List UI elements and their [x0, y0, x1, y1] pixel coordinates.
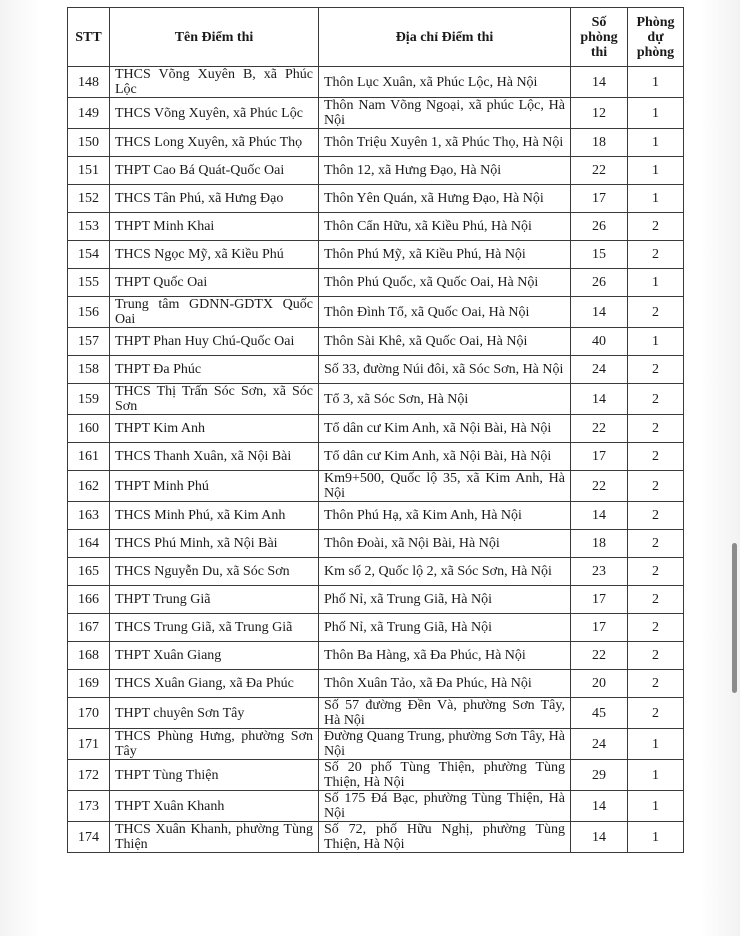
site-name: THPT Cao Bá Quát-Quốc Oai [110, 157, 319, 185]
site-name: THPT Quốc Oai [110, 269, 319, 297]
row-number: 172 [68, 760, 110, 791]
site-address: Đường Quang Trung, phường Sơn Tây, Hà Nội [319, 729, 571, 760]
spare-room-count: 1 [628, 129, 684, 157]
site-address: Thôn Phú Mỹ, xã Kiều Phú, Hà Nội [319, 241, 571, 269]
site-name: THPT Minh Phú [110, 471, 319, 502]
spare-room-count: 1 [628, 791, 684, 822]
table-row [68, 729, 684, 760]
table-row [68, 614, 684, 642]
room-count: 17 [571, 586, 628, 614]
table-row [68, 698, 684, 729]
room-count: 18 [571, 129, 628, 157]
site-name: Trung tâm GDNN-GDTX Quốc Oai [110, 297, 319, 328]
row-number: 155 [68, 269, 110, 297]
row-number: 152 [68, 185, 110, 213]
spare-room-count: 1 [628, 328, 684, 356]
site-address: Số 33, đường Núi đôi, xã Sóc Sơn, Hà Nội [319, 356, 571, 384]
site-address: Thôn Phú Hạ, xã Kim Anh, Hà Nội [319, 502, 571, 530]
site-address: Thôn Cẩn Hữu, xã Kiều Phú, Hà Nội [319, 213, 571, 241]
row-number: 150 [68, 129, 110, 157]
room-count: 14 [571, 502, 628, 530]
spare-room-count: 2 [628, 471, 684, 502]
room-count: 14 [571, 297, 628, 328]
site-name: THCS Phùng Hưng, phường Sơn Tây [110, 729, 319, 760]
room-count: 22 [571, 415, 628, 443]
row-number: 154 [68, 241, 110, 269]
site-name: THCS Ngọc Mỹ, xã Kiều Phú [110, 241, 319, 269]
room-count: 14 [571, 822, 628, 853]
room-count: 22 [571, 157, 628, 185]
spare-room-count: 2 [628, 642, 684, 670]
site-address: Số 72, phố Hữu Nghị, phường Tùng Thiện, Hà Nội [319, 822, 571, 853]
header-room-count: Số phòng thi [571, 8, 628, 67]
room-count: 14 [571, 791, 628, 822]
spare-room-count: 2 [628, 297, 684, 328]
table-row [68, 471, 684, 502]
site-name: THCS Minh Phú, xã Kim Anh [110, 502, 319, 530]
site-name: THPT Phan Huy Chú-Quốc Oai [110, 328, 319, 356]
row-number: 170 [68, 698, 110, 729]
site-address: Thôn Sài Khê, xã Quốc Oai, Hà Nội [319, 328, 571, 356]
row-number: 161 [68, 443, 110, 471]
row-number: 165 [68, 558, 110, 586]
table-row [68, 98, 684, 129]
room-count: 24 [571, 729, 628, 760]
site-address: Thôn Triệu Xuyên 1, xã Phúc Thọ, Hà Nội [319, 129, 571, 157]
site-name: THCS Xuân Giang, xã Đa Phúc [110, 670, 319, 698]
room-count: 22 [571, 471, 628, 502]
site-name: THCS Võng Xuyên B, xã Phúc Lộc [110, 67, 319, 98]
row-number: 169 [68, 670, 110, 698]
site-name: THPT Đa Phúc [110, 356, 319, 384]
room-count: 40 [571, 328, 628, 356]
header-site-name: Tên Điểm thi [110, 8, 319, 67]
site-address: Thôn Phú Quốc, xã Quốc Oai, Hà Nội [319, 269, 571, 297]
row-number: 156 [68, 297, 110, 328]
row-number: 168 [68, 642, 110, 670]
site-name: THPT Xuân Giang [110, 642, 319, 670]
site-address: Thôn 12, xã Hưng Đạo, Hà Nội [319, 157, 571, 185]
spare-room-count: 2 [628, 670, 684, 698]
spare-room-count: 2 [628, 384, 684, 415]
site-name: THCS Thị Trấn Sóc Sơn, xã Sóc Sơn [110, 384, 319, 415]
row-number: 148 [68, 67, 110, 98]
site-name: THPT Tùng Thiện [110, 760, 319, 791]
room-count: 14 [571, 67, 628, 98]
room-count: 29 [571, 760, 628, 791]
row-number: 153 [68, 213, 110, 241]
spare-room-count: 2 [628, 614, 684, 642]
spare-room-count: 2 [628, 415, 684, 443]
header-stt: STT [68, 8, 110, 67]
spare-room-count: 2 [628, 502, 684, 530]
spare-room-count: 1 [628, 269, 684, 297]
scrollbar-thumb[interactable] [732, 543, 737, 693]
spare-room-count: 1 [628, 822, 684, 853]
room-count: 12 [571, 98, 628, 129]
table-row [68, 760, 684, 791]
spare-room-count: 2 [628, 241, 684, 269]
row-number: 158 [68, 356, 110, 384]
table-row [68, 213, 684, 241]
room-count: 17 [571, 185, 628, 213]
row-number: 166 [68, 586, 110, 614]
row-number: 157 [68, 328, 110, 356]
row-number: 173 [68, 791, 110, 822]
table-row [68, 558, 684, 586]
site-address: Thôn Nam Võng Ngoại, xã phúc Lộc, Hà Nội [319, 98, 571, 129]
row-number: 162 [68, 471, 110, 502]
row-number: 163 [68, 502, 110, 530]
site-address: Số 175 Đá Bạc, phường Tùng Thiện, Hà Nội [319, 791, 571, 822]
row-number: 149 [68, 98, 110, 129]
table-row [68, 67, 684, 98]
table-row [68, 297, 684, 328]
site-address: Thôn Lục Xuân, xã Phúc Lộc, Hà Nội [319, 67, 571, 98]
site-address: Thôn Đình Tổ, xã Quốc Oai, Hà Nội [319, 297, 571, 328]
site-name: THCS Long Xuyên, xã Phúc Thọ [110, 129, 319, 157]
site-name: THCS Phú Minh, xã Nội Bài [110, 530, 319, 558]
site-address: Km9+500, Quốc lộ 35, xã Kim Anh, Hà Nội [319, 471, 571, 502]
table-row [68, 586, 684, 614]
room-count: 17 [571, 443, 628, 471]
room-count: 17 [571, 614, 628, 642]
site-name: THCS Thanh Xuân, xã Nội Bài [110, 443, 319, 471]
room-count: 20 [571, 670, 628, 698]
row-number: 167 [68, 614, 110, 642]
spare-room-count: 1 [628, 185, 684, 213]
site-address: Thôn Ba Hàng, xã Đa Phúc, Hà Nội [319, 642, 571, 670]
table-row [68, 356, 684, 384]
row-number: 171 [68, 729, 110, 760]
spare-room-count: 2 [628, 443, 684, 471]
site-name: THPT Trung Giã [110, 586, 319, 614]
row-number: 174 [68, 822, 110, 853]
spare-room-count: 1 [628, 729, 684, 760]
room-count: 23 [571, 558, 628, 586]
site-address: Phố Nỉ, xã Trung Giã, Hà Nội [319, 614, 571, 642]
table-body [68, 67, 684, 853]
exam-site-table [67, 7, 684, 853]
site-address: Tổ dân cư Kim Anh, xã Nội Bài, Hà Nội [319, 443, 571, 471]
spare-room-count: 1 [628, 157, 684, 185]
spare-room-count: 2 [628, 558, 684, 586]
room-count: 26 [571, 213, 628, 241]
site-address: Thôn Đoài, xã Nội Bài, Hà Nội [319, 530, 571, 558]
row-number: 160 [68, 415, 110, 443]
site-address: Thôn Yên Quán, xã Hưng Đạo, Hà Nội [319, 185, 571, 213]
room-count: 26 [571, 269, 628, 297]
table-header-row [68, 8, 684, 67]
table-row [68, 530, 684, 558]
room-count: 18 [571, 530, 628, 558]
table-row [68, 502, 684, 530]
site-name: THPT chuyên Sơn Tây [110, 698, 319, 729]
spare-room-count: 1 [628, 98, 684, 129]
table-row [68, 443, 684, 471]
table-row [68, 791, 684, 822]
row-number: 159 [68, 384, 110, 415]
spare-room-count: 2 [628, 586, 684, 614]
spare-room-count: 2 [628, 356, 684, 384]
table-row [68, 415, 684, 443]
table-row [68, 241, 684, 269]
site-address: Km số 2, Quốc lộ 2, xã Sóc Sơn, Hà Nội [319, 558, 571, 586]
site-address: Tổ 3, xã Sóc Sơn, Hà Nội [319, 384, 571, 415]
site-address: Tổ dân cư Kim Anh, xã Nội Bài, Hà Nội [319, 415, 571, 443]
table-row [68, 642, 684, 670]
header-spare-rooms: Phòng dự phòng [628, 8, 684, 67]
table-row [68, 185, 684, 213]
site-name: THPT Xuân Khanh [110, 791, 319, 822]
table-row [68, 384, 684, 415]
table-row [68, 328, 684, 356]
site-name: THCS Trung Giã, xã Trung Giã [110, 614, 319, 642]
site-name: THCS Võng Xuyên, xã Phúc Lộc [110, 98, 319, 129]
site-name: THCS Tân Phú, xã Hưng Đạo [110, 185, 319, 213]
table-row [68, 129, 684, 157]
site-address: Phố Nỉ, xã Trung Giã, Hà Nội [319, 586, 571, 614]
table-row [68, 822, 684, 853]
room-count: 22 [571, 642, 628, 670]
table-row [68, 670, 684, 698]
spare-room-count: 2 [628, 530, 684, 558]
table-row [68, 269, 684, 297]
room-count: 24 [571, 356, 628, 384]
room-count: 45 [571, 698, 628, 729]
spare-room-count: 1 [628, 67, 684, 98]
site-address: Thôn Xuân Tảo, xã Đa Phúc, Hà Nội [319, 670, 571, 698]
room-count: 15 [571, 241, 628, 269]
table-row [68, 157, 684, 185]
site-name: THPT Minh Khai [110, 213, 319, 241]
spare-room-count: 2 [628, 213, 684, 241]
site-name: THPT Kim Anh [110, 415, 319, 443]
row-number: 164 [68, 530, 110, 558]
row-number: 151 [68, 157, 110, 185]
site-address: Số 20 phố Tùng Thiện, phường Tùng Thiện, Hà Nội [319, 760, 571, 791]
spare-room-count: 1 [628, 760, 684, 791]
room-count: 14 [571, 384, 628, 415]
site-name: THCS Xuân Khanh, phường Tùng Thiện [110, 822, 319, 853]
site-name: THCS Nguyễn Du, xã Sóc Sơn [110, 558, 319, 586]
spare-room-count: 2 [628, 698, 684, 729]
header-site-address: Địa chỉ Điểm thi [319, 8, 571, 67]
site-address: Số 57 đường Đền Và, phường Sơn Tây, Hà Nội [319, 698, 571, 729]
